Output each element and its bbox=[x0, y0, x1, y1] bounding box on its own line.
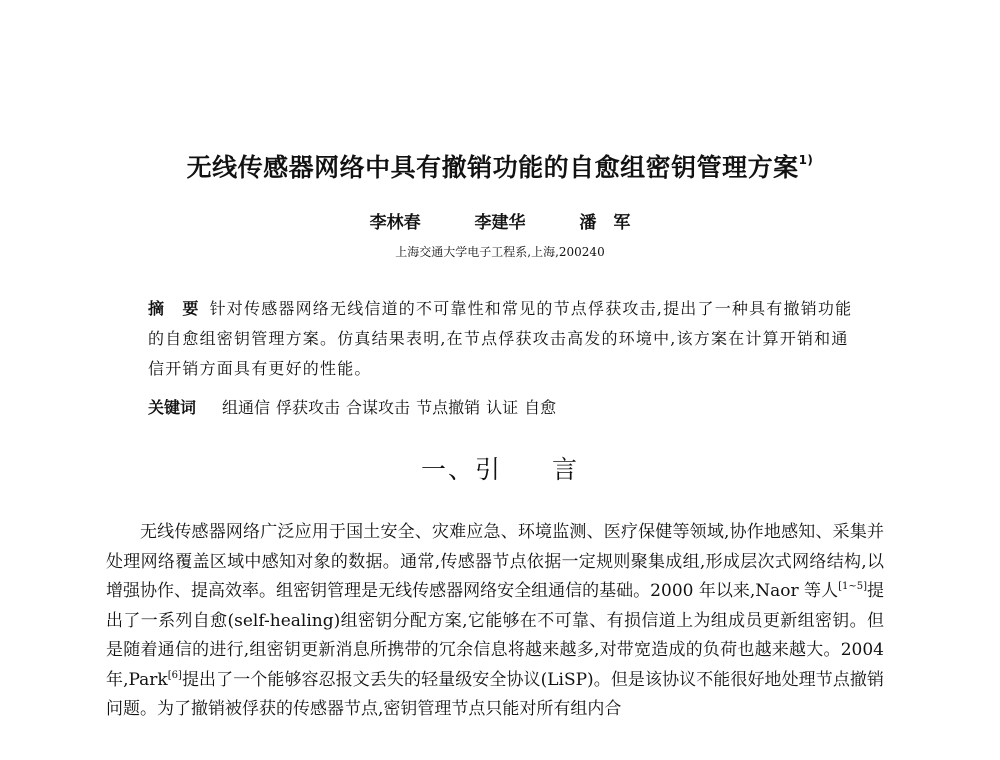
body-text-part: 提出了一个能够容忍报文丢失的轻量级安全协议(LiSP)。但是该协议不能很好地处理节点撤销问题。为了撤销被俘获的传感器节点,密钥管理节点只能对所有组内合 bbox=[106, 669, 884, 719]
body-paragraph bbox=[106, 518, 884, 725]
author-name: 李建华 bbox=[474, 213, 526, 233]
abstract-label: 摘 要 bbox=[148, 299, 200, 318]
abstract bbox=[148, 294, 858, 384]
keyword-item: 自愈 bbox=[524, 398, 557, 417]
section-title: 言 bbox=[552, 455, 580, 484]
citation-ref: [1~5] bbox=[838, 581, 867, 592]
section-heading bbox=[0, 452, 1000, 488]
keywords bbox=[148, 394, 858, 422]
keyword-item: 合谋攻击 bbox=[346, 398, 411, 417]
body-text-part: 提出了一系列自愈(self-healing)组密钥分配方案,它能够在不可靠、有损信道上为组成员更新组密钥。但是随着通信的进行,组密钥更新消息所携带的冗余信息将越来越多,对带宽造成的负荷也越来越大。2004 年,Park bbox=[106, 581, 884, 690]
paper-title bbox=[0, 140, 1000, 188]
author-name: 潘 军 bbox=[579, 213, 631, 233]
keyword-item: 组通信 bbox=[222, 398, 271, 417]
title-text: 无线传感器网络中具有撤销功能的自愈组密钥管理方案 bbox=[186, 153, 799, 182]
abstract-text: 针对传感器网络无线信道的不可靠性和常见的节点俘获攻击,提出了一种具有撤销功能的自愈组密钥管理方案。仿真结果表明,在节点俘获攻击高发的环境中,该方案在计算开销和通信开销方面具有更好的性能。 bbox=[148, 299, 853, 378]
body-text-part: 无线传感器网络广泛应用于国土安全、灾难应急、环境监测、医疗保健等领域,协作地感知、采集并处理网络覆盖区域中感知对象的数据。通常,传感器节点依据一定规则聚集成组,形成层次式网络结构,以增强协作、提高效率。组密钥管理是无线传感器网络安全组通信的基础。2000 年以来,Naor 等人 bbox=[106, 522, 884, 601]
author-list bbox=[0, 210, 1000, 236]
keyword-item: 俘获攻击 bbox=[276, 398, 341, 417]
title-footnote-marker: 1) bbox=[798, 153, 814, 167]
keyword-item: 认证 bbox=[486, 398, 519, 417]
section-number: 一、引 bbox=[420, 455, 502, 484]
keyword-item: 节点撤销 bbox=[416, 398, 481, 417]
keywords-label: 关键词 bbox=[148, 398, 197, 417]
author-name: 李林春 bbox=[369, 213, 421, 233]
author-affiliation: 上海交通大学电子工程系,上海,200240 bbox=[395, 245, 605, 259]
citation-ref: [6] bbox=[167, 669, 182, 681]
